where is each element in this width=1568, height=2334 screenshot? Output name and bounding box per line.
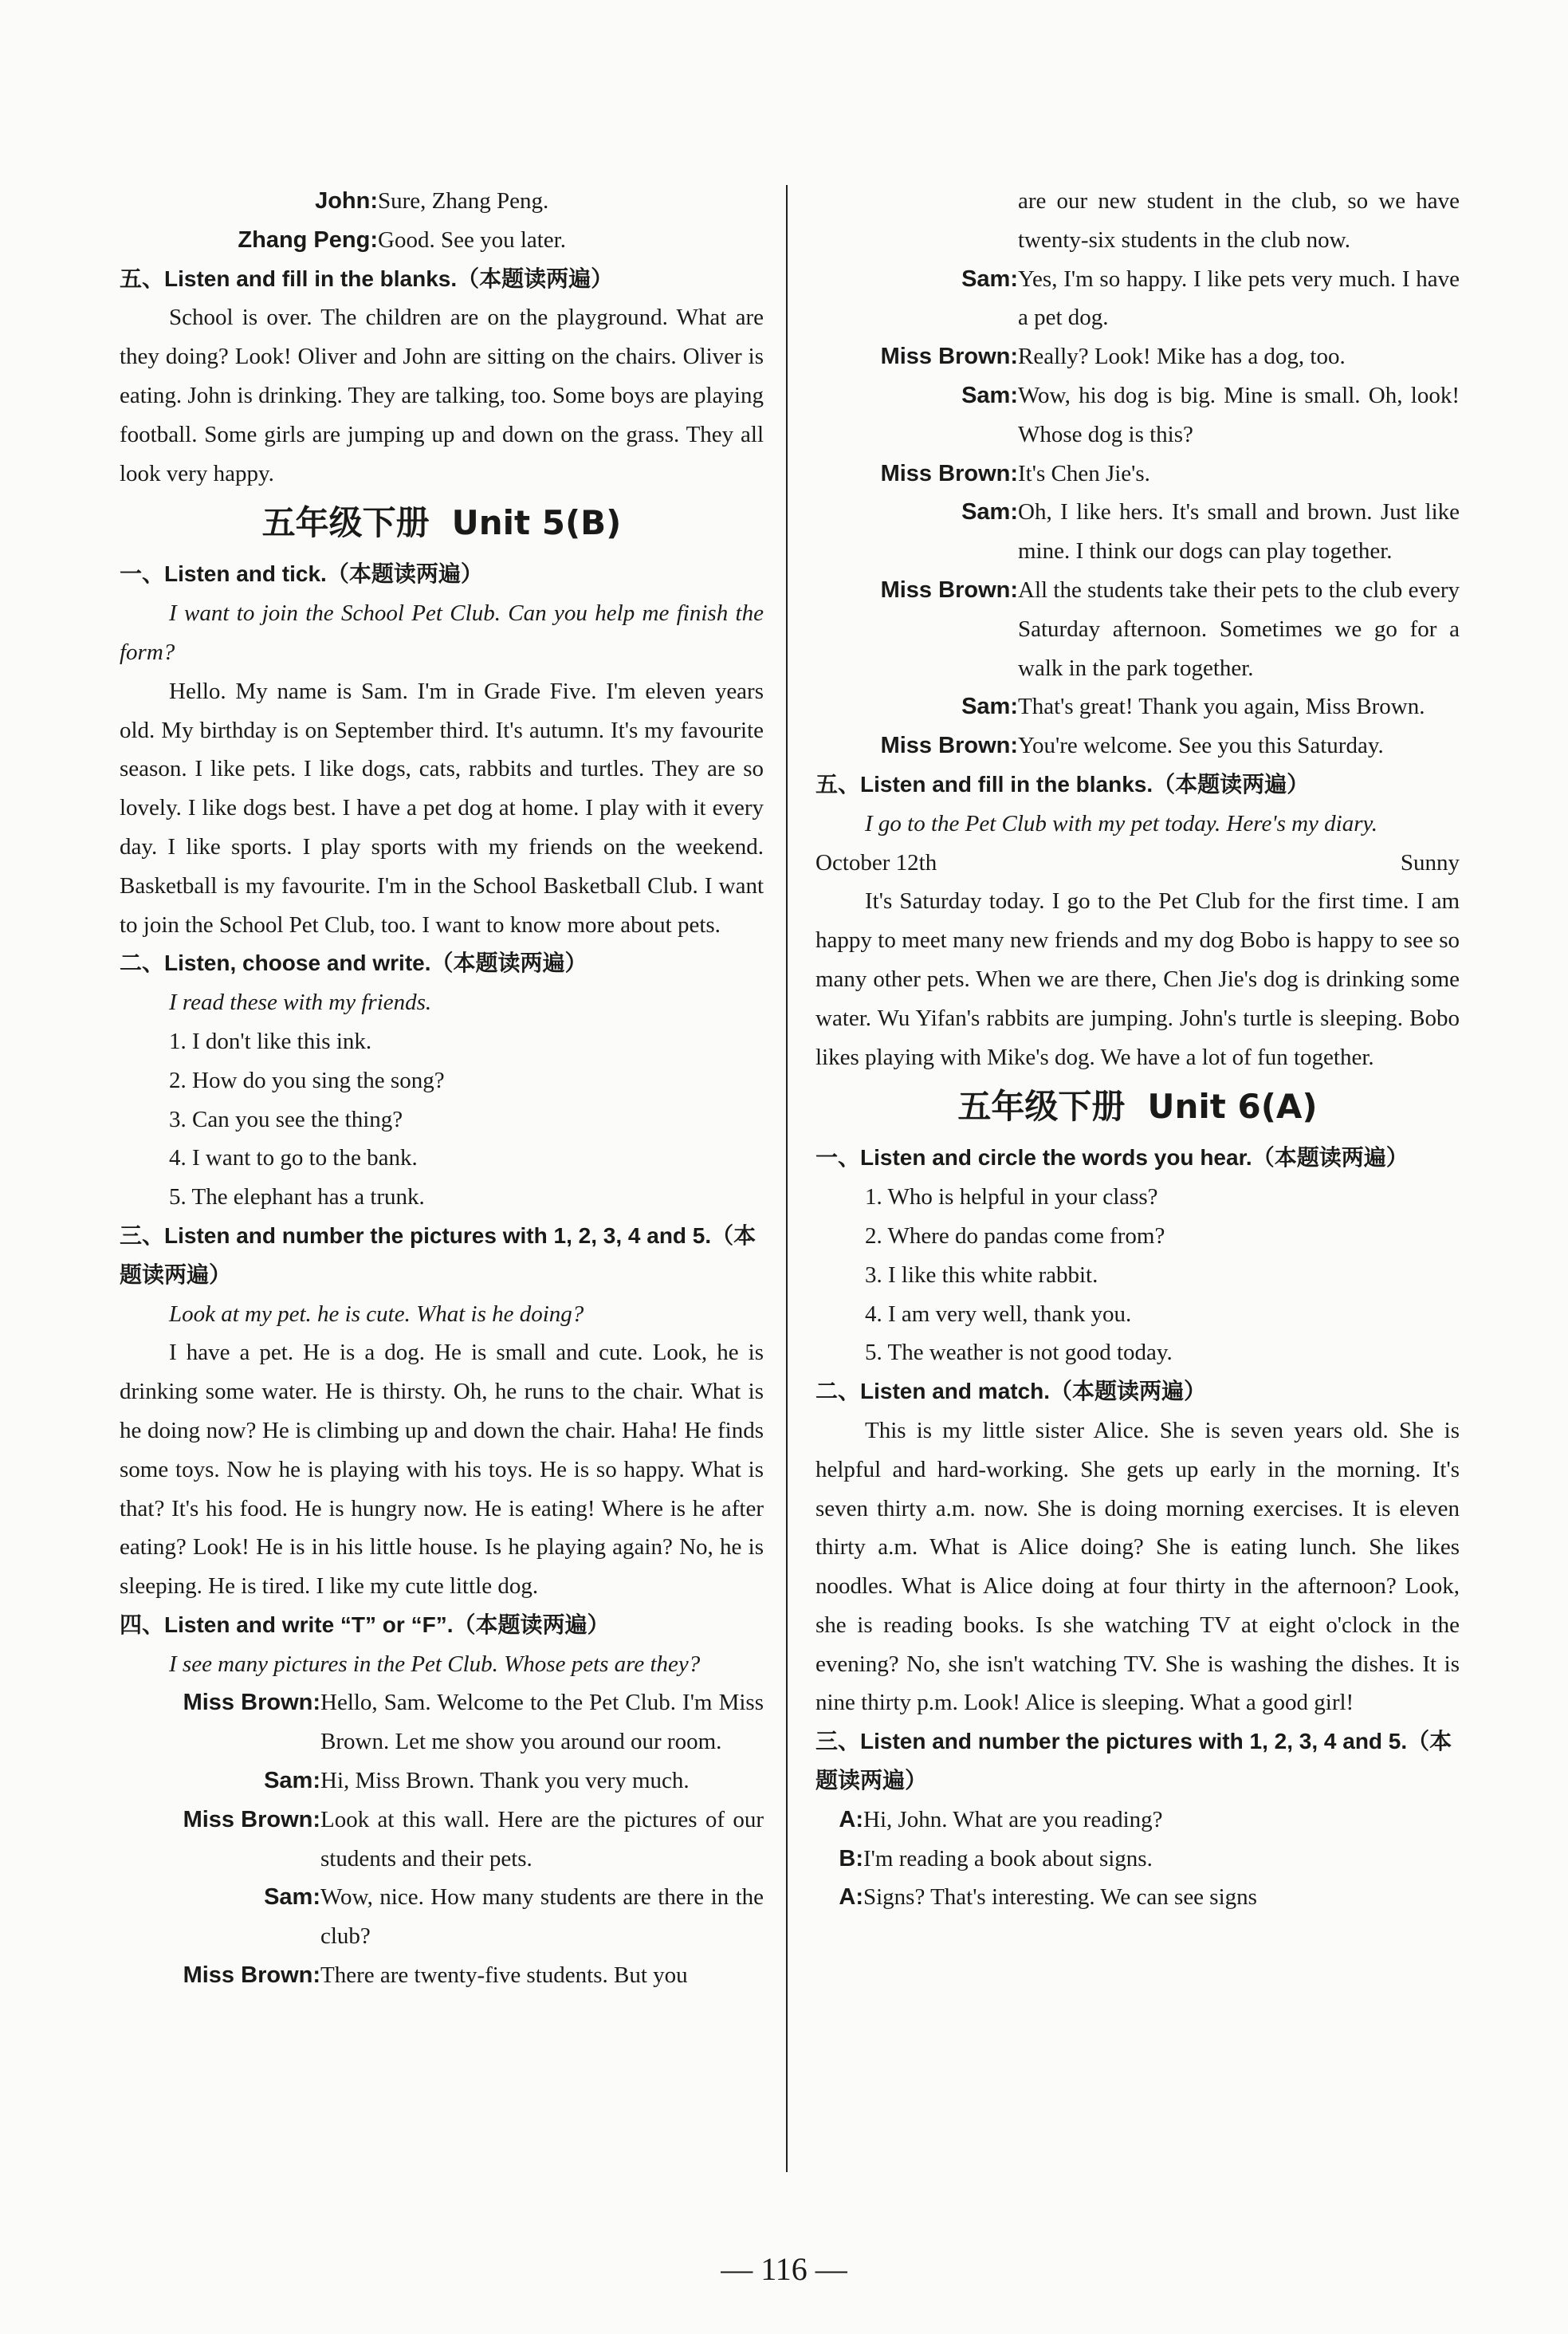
speaker: Sam: <box>961 694 1018 720</box>
section-heading: 一、Listen and circle the words you hear.（本题读两遍） <box>815 1145 1409 1171</box>
speaker: Sam: <box>264 1884 320 1911</box>
dialogue-text: I'm reading a book about signs. <box>863 1845 1153 1872</box>
paragraph: School is over. The children are on the playground. What are they doing? Look! Oliver and John are sitting on the chairs. Oliver is eating. John is drinking. They are talking, too. Some boys are playing football. Some girls are jumping up and down on the grass. They all look very happy. <box>120 305 764 486</box>
speaker: Miss Brown: <box>880 577 1018 603</box>
list-item: 3. I like this white rabbit. <box>865 1261 1098 1288</box>
unit-title-en: Unit 5(B) <box>451 503 622 543</box>
speaker: Miss Brown: <box>880 344 1018 370</box>
dialogue-line <box>815 337 1460 376</box>
diary-date: October 12th <box>815 849 937 876</box>
speaker: Miss Brown: <box>183 1806 320 1832</box>
speaker: John: <box>315 188 378 214</box>
dialogue-line <box>815 493 1460 571</box>
section-heading: 一、Listen and tick.（本题读两遍） <box>120 561 483 587</box>
dialogue-line <box>815 1801 1460 1840</box>
section-heading: 三、Listen and number the pictures with 1, 2, 3, 4 and 5.（本题读两遍） <box>120 1222 756 1287</box>
instruction: I read these with my friends. <box>169 990 432 1016</box>
speaker: Miss Brown: <box>880 733 1018 759</box>
speaker: Sam: <box>264 1768 320 1794</box>
dialogue-text: You're welcome. See you this Saturday. <box>1018 733 1384 759</box>
list-item: 4. I am very well, thank you. <box>865 1301 1132 1327</box>
section-heading: 五、Listen and fill in the blanks.（本题读两遍） <box>815 771 1310 797</box>
dialogue-line <box>815 726 1460 766</box>
speaker: Zhang Peng: <box>238 226 378 253</box>
instruction: I want to join the School Pet Club. Can you help me finish the form? <box>120 600 764 665</box>
dialogue-line <box>120 1956 764 1995</box>
dialogue-text: Hello, Sam. Welcome to the Pet Club. I'm Miss Brown. Let me show you around our room. <box>320 1690 764 1755</box>
speaker: Sam: <box>961 499 1018 525</box>
paragraph: This is my little sister Alice. She is seven years old. She is helpful and hard-working. She gets up early in the morning. It's seven thirty a.m. now. She is doing morning exercises. It is eleven thirty a.m. What is Alice doing? She is eating lunch. She likes noodles. What is Alice doing at four thirty in the afternoon? Look, she is reading books. Is she watching TV at eight o'clock in the evening? No, she isn't watching TV. She is washing the dishes. It is nine thirty p.m. Look! Alice is sleeping. What a good girl! <box>815 1417 1460 1716</box>
dialogue-text: All the students take their pets to the club every Saturday afternoon. Sometimes we go for a walk in the park together. <box>1018 577 1460 681</box>
dialogue-line <box>120 182 764 221</box>
list-item: 4. I want to go to the bank. <box>169 1145 418 1171</box>
dialogue-line <box>120 1801 764 1879</box>
dialogue-text: Really? Look! Mike has a dog, too. <box>1018 344 1346 370</box>
dialogue-line <box>815 376 1460 455</box>
instruction: I see many pictures in the Pet Club. Whose pets are they? <box>169 1651 701 1677</box>
paragraph: It's Saturday today. I go to the Pet Club for the first time. I am happy to meet many new friends and my dog Bobo is happy to see so many other pets. When we are there, Chen Jie's dog is drinking some water. Wu Yifan's rabbits are jumping. John's turtle is sleeping. Bobo likes playing with Mike's dog. We have a lot of fun together. <box>815 888 1460 1070</box>
dialogue-text: Oh, I like hers. It's small and brown. Just like mine. I think our dogs can play together. <box>1018 499 1460 565</box>
speaker: B: <box>839 1845 863 1872</box>
dialogue-text: Sure, Zhang Peng. <box>378 188 549 214</box>
dialogue-text: Wow, nice. How many students are there in the club? <box>320 1884 764 1950</box>
dialogue-text: Hi, Miss Brown. Thank you very much. <box>320 1768 690 1794</box>
dialogue-line <box>815 687 1460 726</box>
dialogue-line <box>120 1761 764 1801</box>
page-number: — 116 — <box>721 2251 847 2287</box>
section-heading: 三、Listen and number the pictures with 1, 2, 3, 4 and 5.（本题读两遍） <box>815 1729 1452 1793</box>
speaker: A: <box>839 1884 863 1911</box>
dialogue-line <box>815 571 1460 687</box>
diary-header <box>815 844 1460 883</box>
unit-title <box>120 504 764 542</box>
dialogue-line <box>120 221 764 260</box>
unit-title-cn: 五年级下册 <box>261 503 430 543</box>
dialogue-line <box>120 1878 764 1956</box>
instruction: Look at my pet. he is cute. What is he doing? <box>169 1301 584 1327</box>
unit-title-en: Unit 6(A) <box>1147 1087 1318 1127</box>
section-heading: 四、Listen and write “T” or “F”.（本题读两遍） <box>120 1612 610 1637</box>
paragraph: Hello. My name is Sam. I'm in Grade Five. I'm eleven years old. My birthday is on September third. It's autumn. It's my favourite season. I like pets. I like dogs, cats, rabbits and turtles. They are so lovely. I like dogs best. I have a pet dog at home. I play with it every day. I like sports. I play sports with my friends on the weekend. Basketball is my favourite. I'm in the School Basketball Club. I want to join the School Pet Club, too. I want to know more about pets. <box>120 678 764 938</box>
list-item: 5. The weather is not good today. <box>865 1340 1173 1366</box>
dialogue-text: Look at this wall. Here are the pictures of our students and their pets. <box>320 1806 764 1872</box>
unit-title-cn: 五年级下册 <box>957 1087 1126 1127</box>
dialogue-text: It's Chen Jie's. <box>1018 460 1150 486</box>
dialogue-text: Signs? That's interesting. We can see signs <box>863 1884 1257 1911</box>
unit-title <box>815 1088 1460 1126</box>
dialogue-line <box>120 1683 764 1761</box>
dialogue-line <box>815 455 1460 494</box>
speaker: Sam: <box>961 382 1018 408</box>
dialogue-line <box>815 1878 1460 1917</box>
dialogue-line <box>815 182 1460 260</box>
dialogue-text: That's great! Thank you again, Miss Brown. <box>1018 694 1425 720</box>
dialogue-text: Wow, his dog is big. Mine is small. Oh, look! Whose dog is this? <box>1018 382 1460 447</box>
section-heading: 二、Listen and match.（本题读两遍） <box>815 1379 1207 1404</box>
paragraph: I have a pet. He is a dog. He is small and cute. Look, he is drinking some water. He is thirsty. Oh, he runs to the chair. What is he doing now? He is climbing up and down the chair. Haha! He finds some toys. Now he is playing with his toys. He is so happy. What is that? It's his food. He is hungry now. He is eating! Where is he after eating? Look! He is in his little house. Is he playing again? No, he is sleeping. He is tired. I like my cute little dog. <box>120 1340 764 1600</box>
speaker <box>815 182 1018 260</box>
dialogue-line <box>815 1840 1460 1879</box>
dialogue-text: Yes, I'm so happy. I like pets very much. I have a pet dog. <box>1018 266 1460 331</box>
section-heading: 五、Listen and fill in the blanks.（本题读两遍） <box>120 266 614 291</box>
dialogue-text: Good. See you later. <box>378 226 566 253</box>
left-column <box>120 182 764 1995</box>
speaker: Sam: <box>961 266 1018 292</box>
list-item: 2. Where do pandas come from? <box>865 1222 1165 1249</box>
section-heading: 二、Listen, choose and write.（本题读两遍） <box>120 951 588 976</box>
speaker: A: <box>839 1806 863 1832</box>
dialogue-text: There are twenty-five students. But you <box>320 1962 688 1989</box>
list-item: 3. Can you see the thing? <box>169 1106 403 1132</box>
instruction: I go to the Pet Club with my pet today. Here's my diary. <box>865 810 1378 836</box>
speaker: Miss Brown: <box>183 1690 320 1716</box>
list-item: 1. I don't like this ink. <box>169 1028 372 1054</box>
list-item: 1. Who is helpful in your class? <box>865 1184 1158 1210</box>
speaker: Miss Brown: <box>183 1962 320 1989</box>
dialogue-line <box>815 260 1460 338</box>
list-item: 2. How do you sing the song? <box>169 1067 445 1093</box>
right-column <box>815 182 1460 1917</box>
dialogue-text: Hi, John. What are you reading? <box>863 1806 1163 1832</box>
speaker: Miss Brown: <box>880 460 1018 486</box>
list-item: 5. The elephant has a trunk. <box>169 1184 425 1210</box>
diary-weather: Sunny <box>1400 849 1460 876</box>
column-divider <box>786 185 788 2172</box>
dialogue-text: are our new student in the club, so we have twenty-six students in the club now. <box>1018 188 1460 253</box>
